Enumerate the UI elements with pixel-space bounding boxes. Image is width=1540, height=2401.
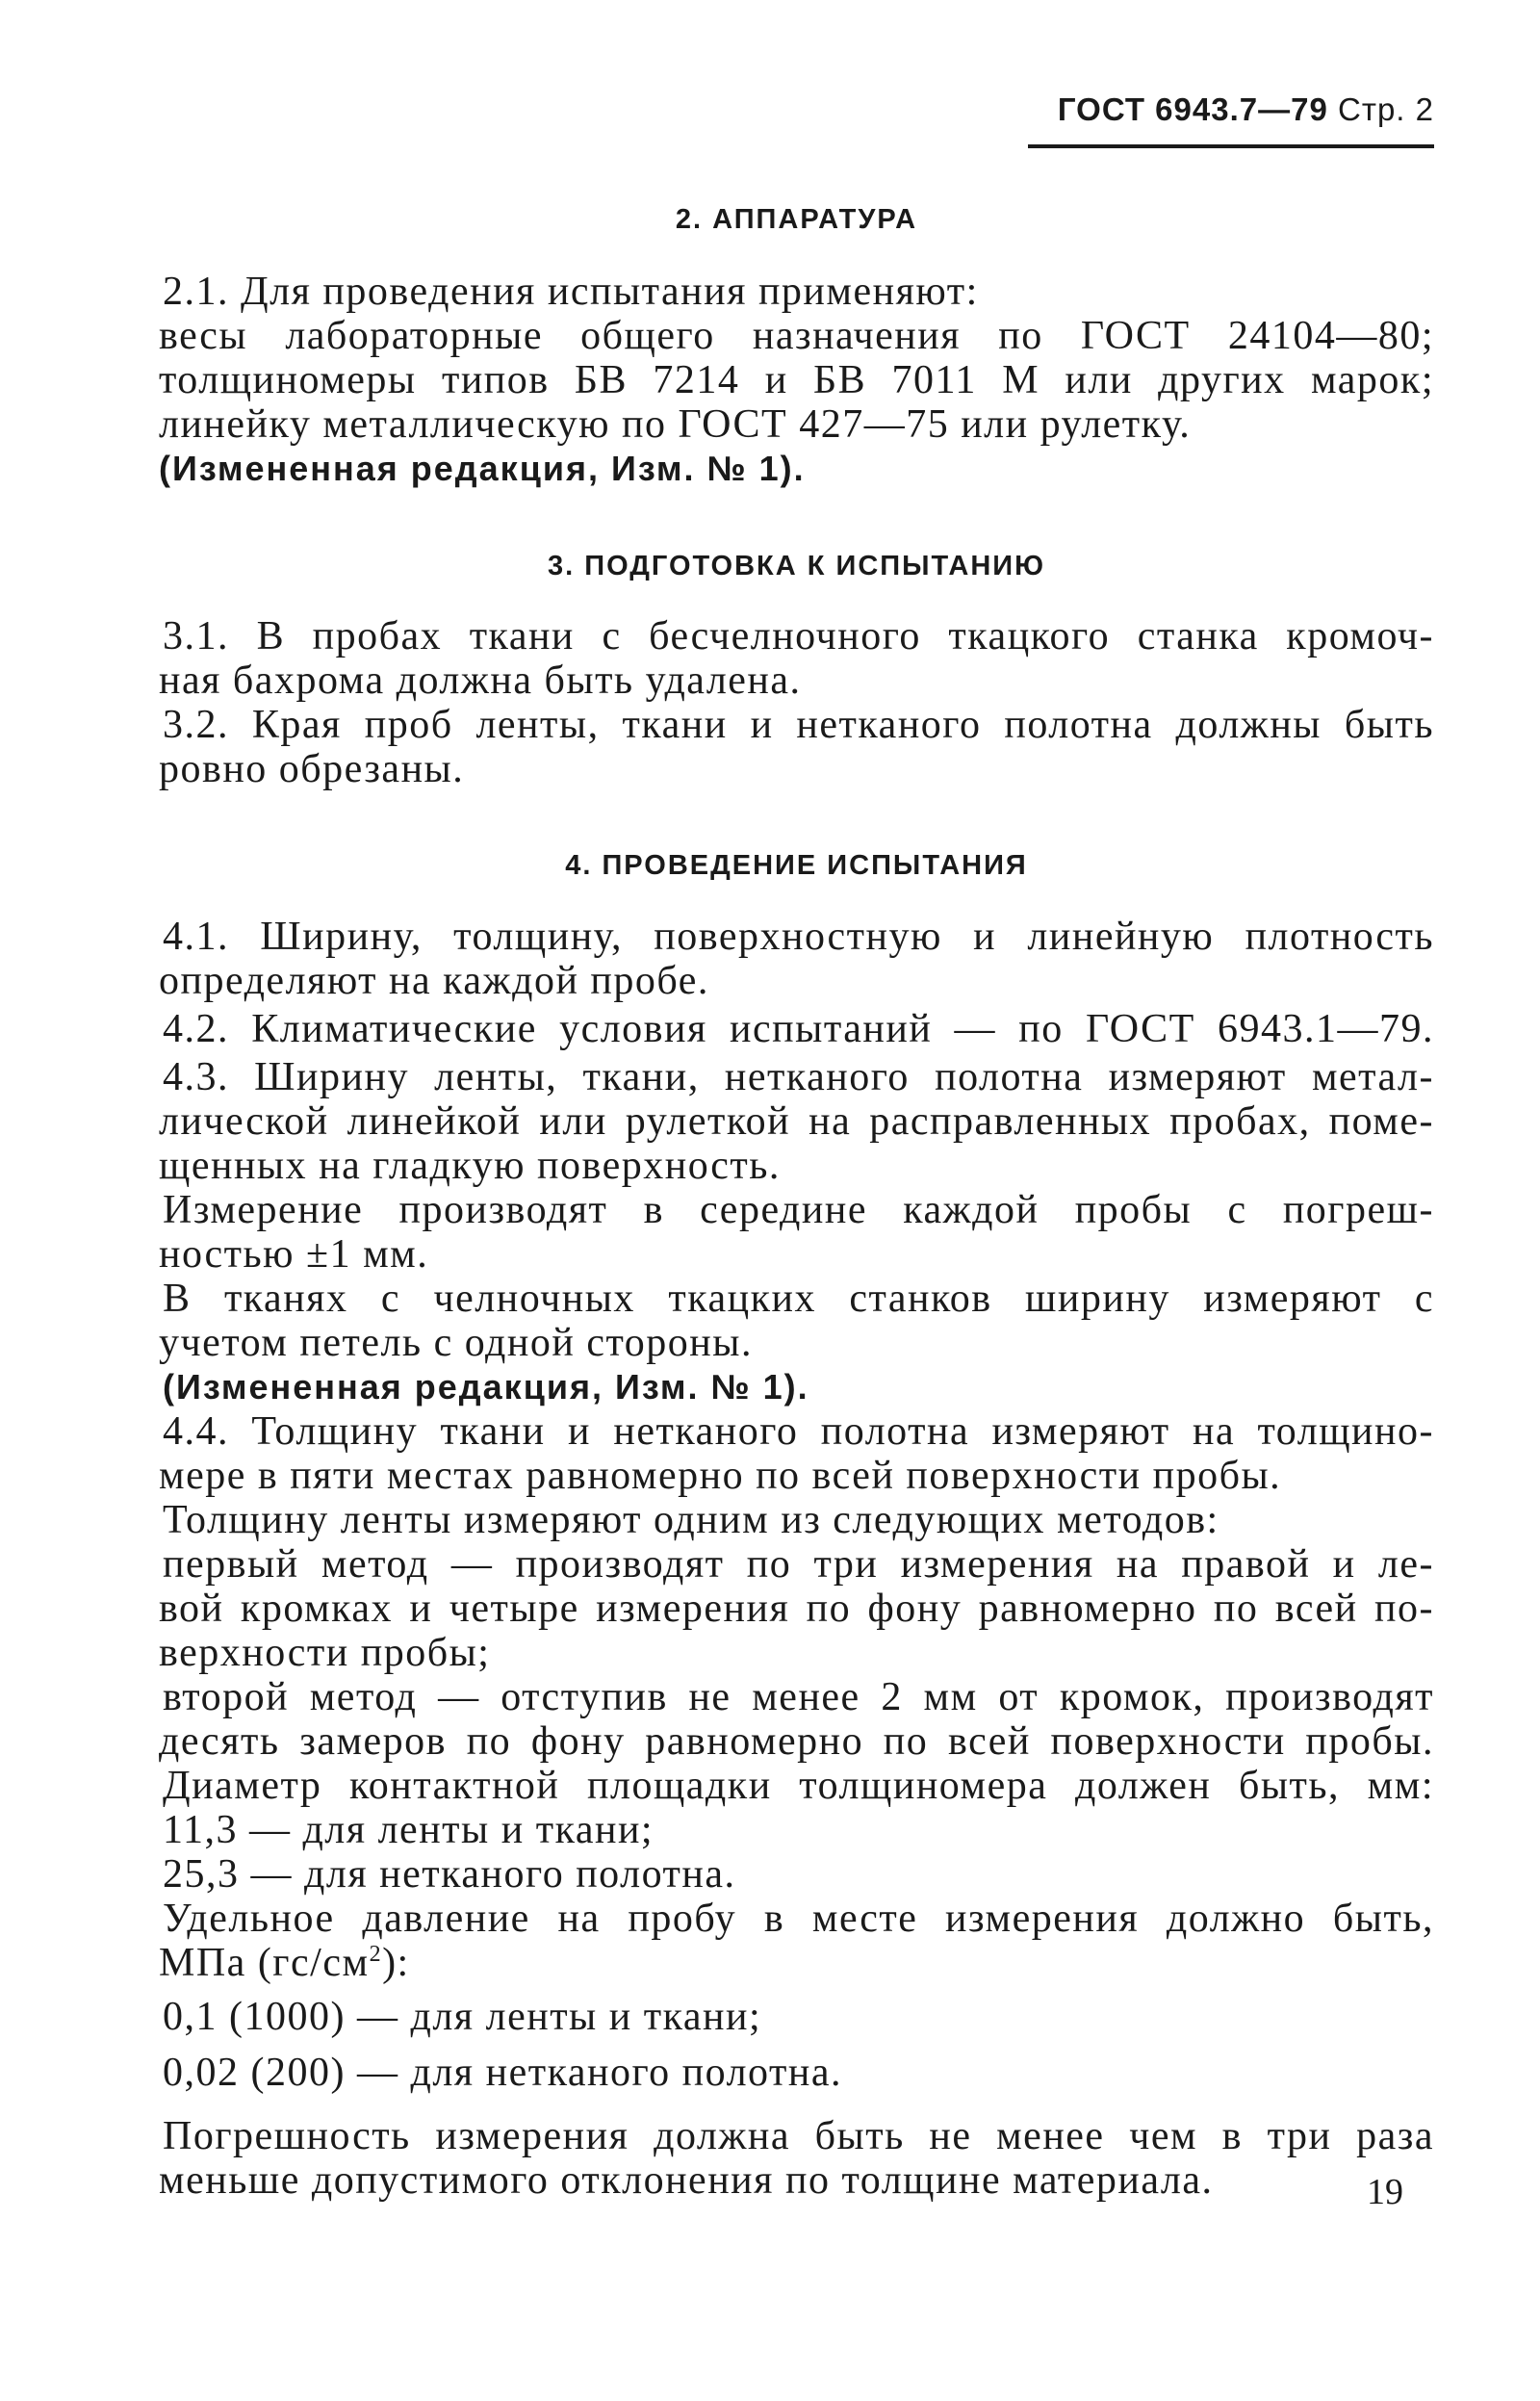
paragraph-accuracy [159,2114,1434,2203]
text-line: ная бахрома должна быть удалена. [159,658,802,703]
text-line: Диаметр контактной площадки толщиномера должен быть, мм: [163,1764,1434,1808]
text-line: 4.2. Климатические условия испытаний — по ГОСТ 6943.1—79. [163,1007,1434,1051]
text-line: 25,3 — для нетканого полотна. [163,1852,736,1897]
page-number: 19 [1367,2172,1403,2212]
text-line: 3.2. Края проб ленты, ткани и нетканого полотна должны быть [163,703,1434,747]
section-3-heading: 3. ПОДГОТОВКА К ИСПЫТАНИЮ [547,551,1046,581]
text-line: ровно обрезаны. [159,747,465,791]
text-line: верхности пробы; [159,1631,491,1675]
text-line: первый метод — производят по три измерения на правой и ле- [163,1542,1434,1587]
section-3-body [159,614,1434,791]
text-line: толщиномеры типов БВ 7214 и БВ 7011 М или других марок; [159,358,1434,402]
section-2-body [159,270,1434,491]
text-line: 4.4. Толщину ткани и нетканого полотна измеряют на толщино- [163,1409,1434,1454]
text-line: Удельное давление на пробу в месте измерения должно быть, [163,1897,1434,1941]
paragraph-4-2 [159,1007,1434,1051]
text-line: Толщину ленты измеряют одним из следующих методов: [163,1498,1219,1542]
text-line: второй метод — отступив не менее 2 мм от кромок, производят [163,1675,1434,1719]
text-line: определяют на каждой пробе. [159,959,709,1003]
text-line: меньше допустимого отклонения по толщине материала. [159,2158,1214,2203]
text-line: линейку металлическую по ГОСТ 427—75 или рулетку. [159,402,1192,447]
text-line: лической линейкой или рулеткой на расправленных пробах, поме- [159,1099,1434,1144]
text-line: 4.1. Ширину, толщину, поверхностную и линейную плотность [163,915,1434,959]
revision-note: (Измененная редакция, Изм. № 1). [159,449,806,488]
paragraph-2-1 [159,270,1434,447]
section-4-heading: 4. ПРОВЕДЕНИЕ ИСПЫТАНИЯ [565,850,1028,881]
text-line: ностью ±1 мм. [159,1232,429,1277]
text-line: Измерение производят в середине каждой пробы с погреш- [163,1188,1434,1232]
pressure-unit-line [159,1941,1434,1985]
standard-number: ГОСТ 6943.7—79 [1057,91,1328,127]
section-2-heading: 2. АППАРАТУРА [675,204,918,235]
text-line: 2.1. Для проведения испытания применяют: [163,270,979,314]
text-line: вой кромках и четыре измерения по фону равномерно по всей по- [159,1587,1434,1631]
page-label: Стр. 2 [1338,91,1434,127]
page-header [962,91,1434,128]
paragraph-4-3 [159,1055,1434,1365]
paragraph-4-1 [159,915,1434,1003]
text-line: В тканях с челночных ткацких станков ширину измеряют с [163,1277,1434,1321]
text-line: щенных на гладкую поверхность. [159,1144,781,1188]
text-line: мере в пяти местах равномерно по всей поверхности пробы. [159,1454,1282,1498]
text-line: 0,02 (200) — для нетканого полотна. [163,2051,842,2095]
text-line: 3.1. В пробах ткани с бесчелночного ткацкого станка кромоч- [163,614,1434,658]
text-line: 0,1 (1000) — для ленты и ткани; [163,1995,762,2039]
section-4-body [159,915,1434,2203]
pressure-unit-prefix: МПа (гс/см [159,1941,370,1985]
text-line: 11,3 — для ленты и ткани; [163,1808,654,1852]
text-line: Погрешность измерения должна быть не менее чем в три раза [163,2114,1434,2158]
paragraph-4-4 [159,1409,1434,1985]
pressure-unit-suffix: ): [382,1941,410,1985]
text-line: весы лабораторные общего назначения по ГОСТ 24104—80; [159,314,1434,358]
revision-note: (Измененная редакция, Изм. № 1). [163,1367,809,1407]
header-rule [1028,144,1434,148]
pressure-values [159,1995,1434,2095]
text-line: учетом петель с одной стороны. [159,1321,753,1365]
text-line: десять замеров по фону равномерно по всей поверхности пробы. [159,1719,1434,1764]
superscript: 2 [369,1942,383,1967]
text-line: 4.3. Ширину ленты, ткани, нетканого полотна измеряют метал- [163,1055,1434,1099]
paragraph-3 [159,614,1434,791]
